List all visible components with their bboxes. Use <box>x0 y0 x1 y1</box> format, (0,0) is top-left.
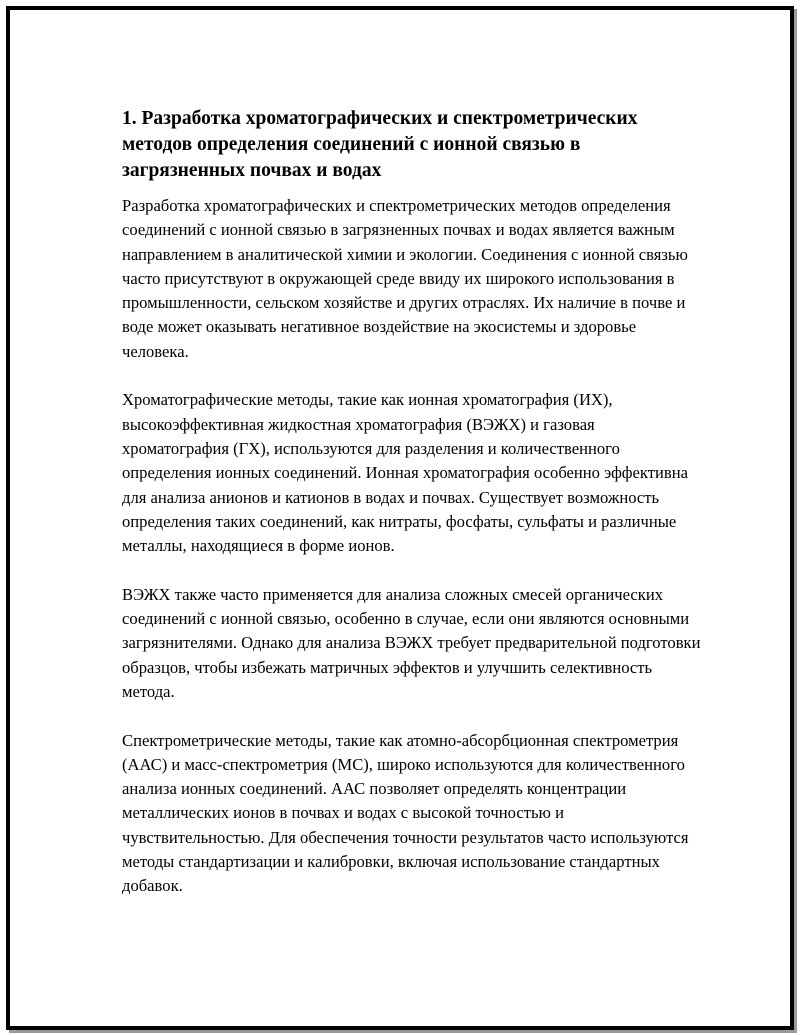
section-title: 1. Разработка хроматографических и спектрометрических методов определения соединений с ионной связью в загрязненных почвах и водах <box>122 108 638 181</box>
document-page <box>6 6 794 1030</box>
paragraph-hplc: ВЭЖХ также часто применяется для анализа сложных смесей органических соединений с ионной связью, особенно в случае, если они являются основными загрязнителями. Однако для анализа ВЭЖХ требует предварительной подготовки образцов, чтобы избежать матричных эффектов и улучшить селективность метода. <box>122 584 701 701</box>
document-content <box>122 106 702 923</box>
paragraph-spectrometry: Спектрометрические методы, такие как атомно-абсорбционная спектрометрия (ААС) и масс-спектрометрия (МС), широко используются для количественного анализа ионных соединений. ААС позволяет определять концентрации металлических ионов в почвах и водах с высокой точностью и чувствительностью. Для обеспечения точности результатов часто используются методы стандартизации и калибровки, включая использование стандартных добавок. <box>122 730 689 896</box>
paragraph-chromatography: Хроматографические методы, такие как ионная хроматография (ИХ), высокоэффективная жидкостная хроматография (ВЭЖХ) и газовая хроматография (ГХ), используются для разделения и количественного определения ионных соединений. Ионная хроматография особенно эффективна для анализа анионов и катионов в водах и почвах. Существует возможность определения таких соединений, как нитраты, фосфаты, сульфаты и различные металлы, находящиеся в форме ионов. <box>122 390 688 556</box>
paragraph-introduction: Разработка хроматографических и спектрометрических методов определения соединений с ионной связью в загрязненных почвах и водах является важным направлением в аналитической химии и экологии. Соединения с ионной связью часто присутствуют в окружающей среде ввиду их широкого использования в промышленности, сельском хозяйстве и других отраслях. Их наличие в почве и воде может оказывать негативное воздействие на экосистемы и здоровье человека. <box>122 196 688 361</box>
